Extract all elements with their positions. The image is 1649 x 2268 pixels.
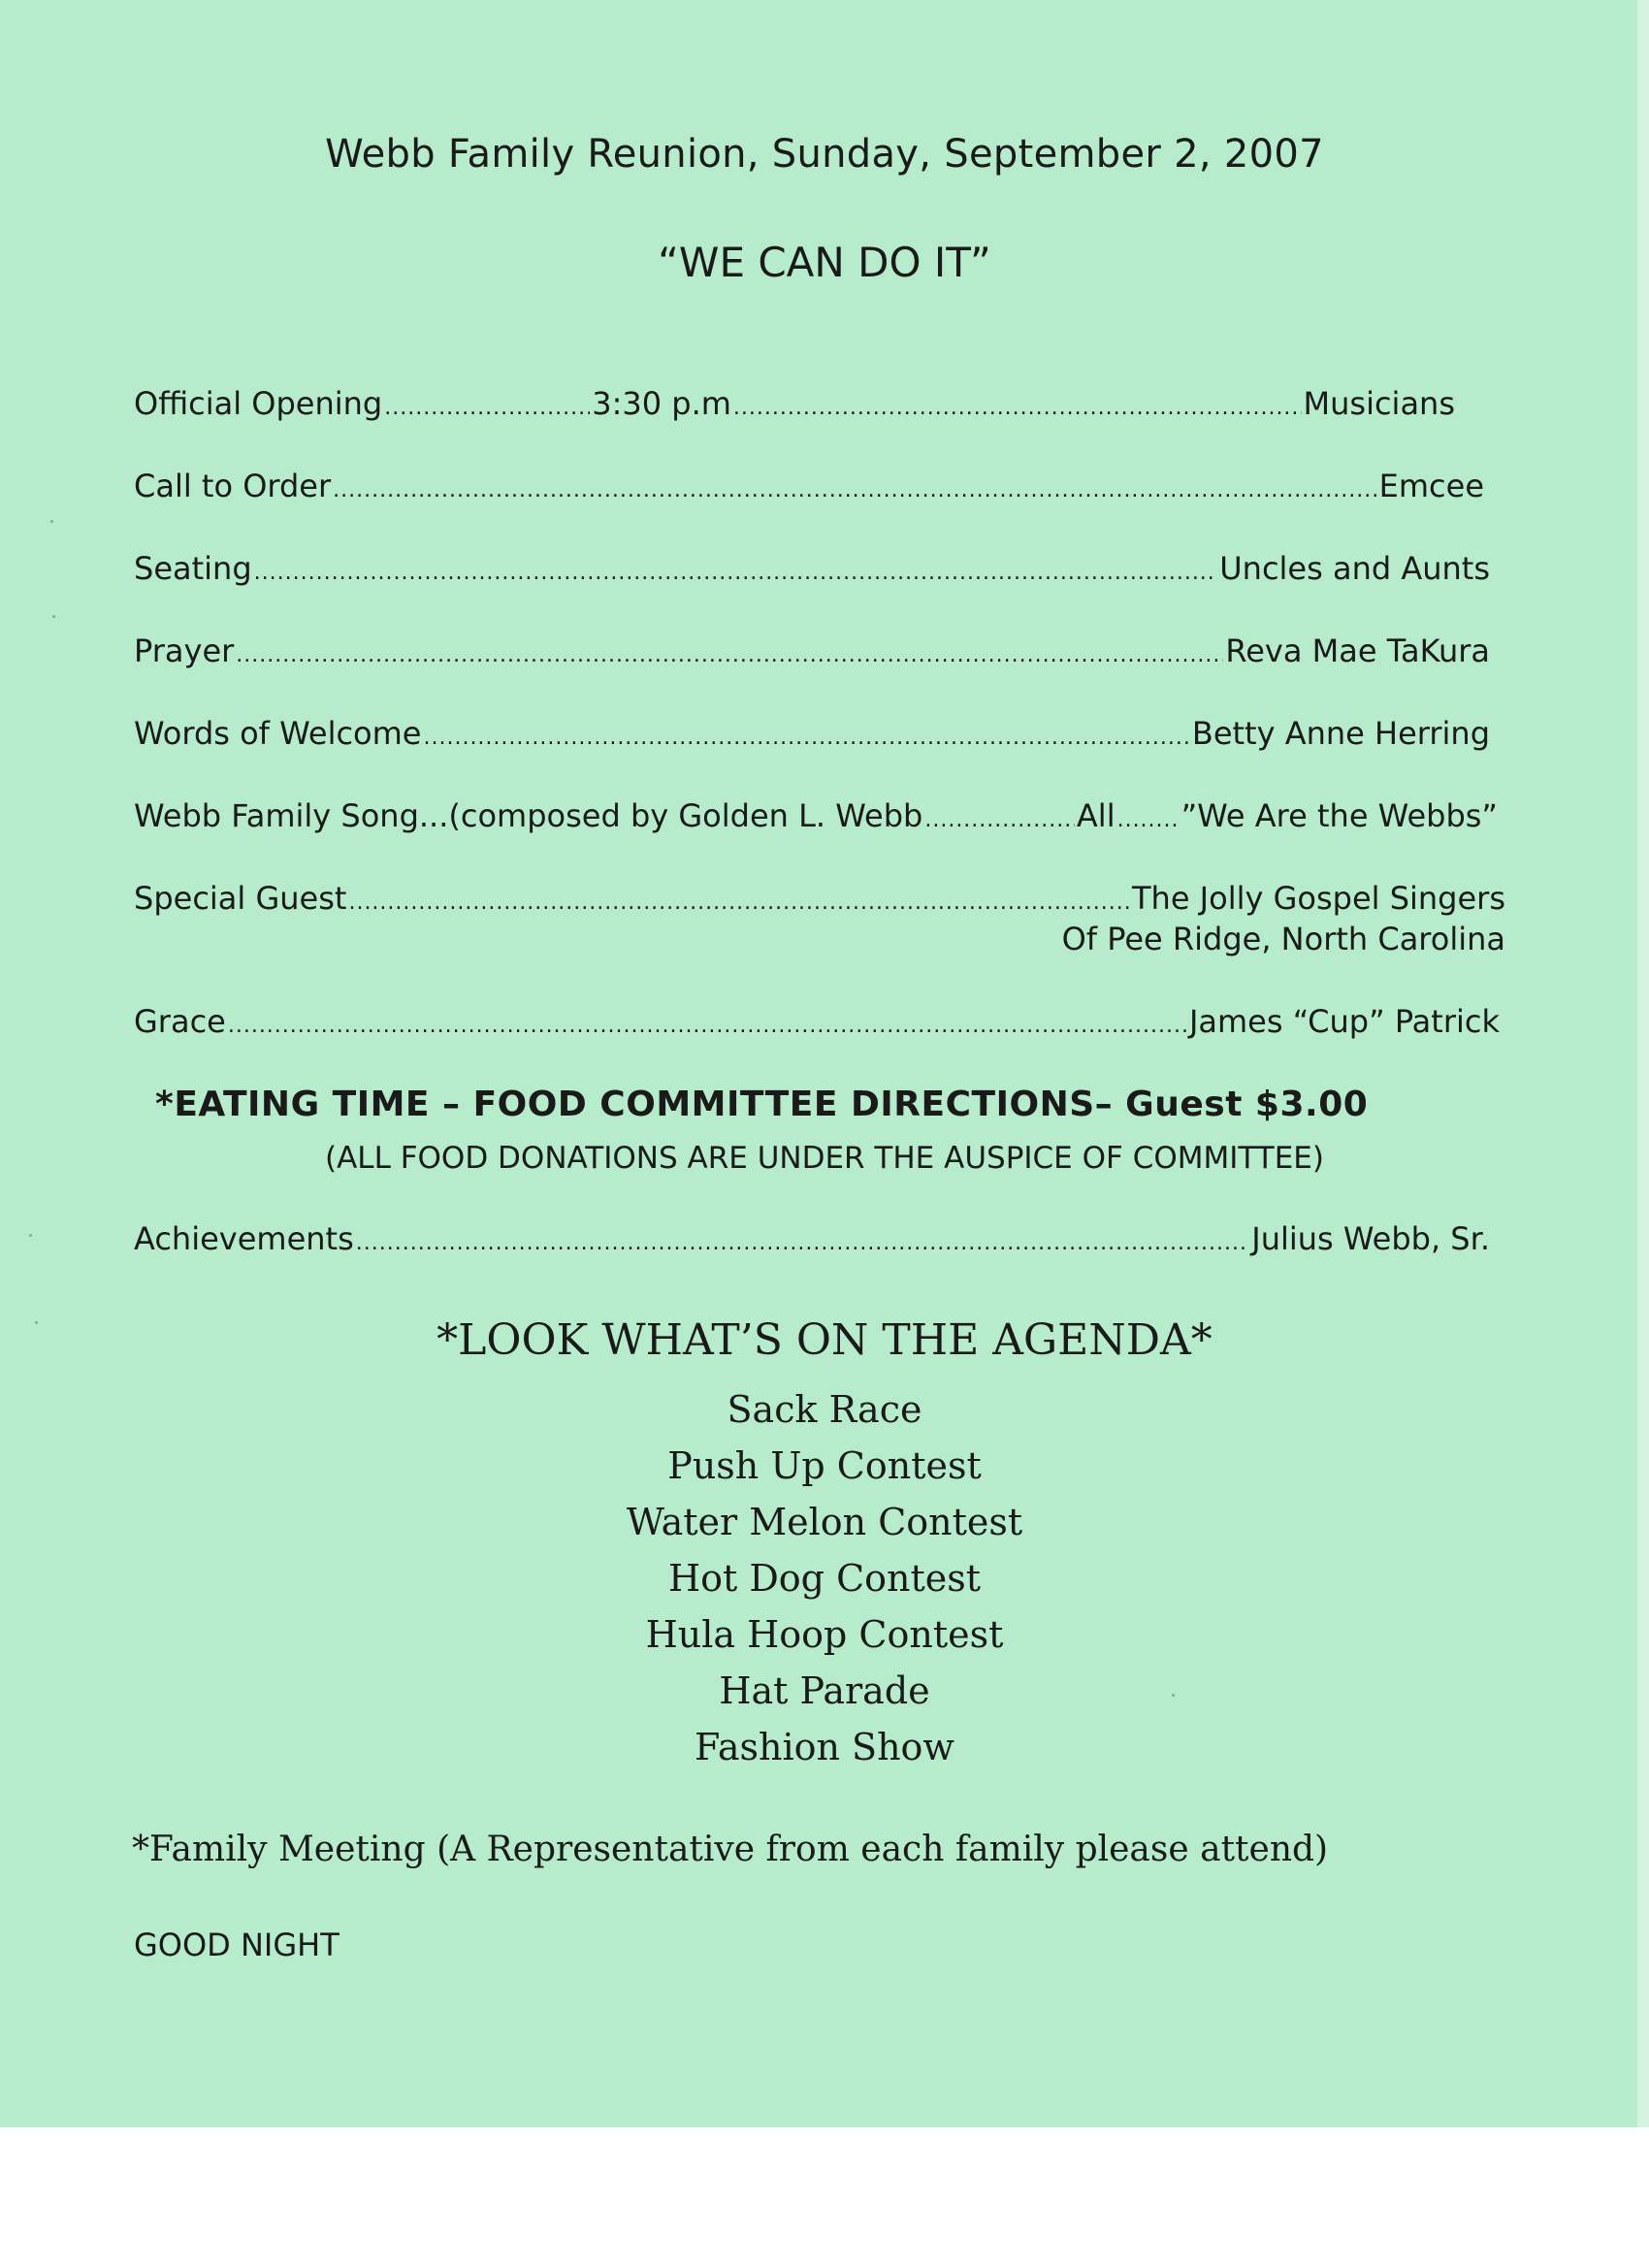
program-label: Prayer [134, 632, 235, 669]
program-value: Julius Webb, Sr. [1251, 1220, 1490, 1257]
paper-edge [1637, 0, 1649, 2127]
program-value: Musicians [1303, 385, 1455, 422]
program-row-achievements [134, 1220, 1490, 1267]
agenda-list [0, 1381, 1649, 1775]
agenda-heading: *LOOK WHAT’S ON THE AGENDA* [436, 1315, 1212, 1365]
agenda-item: Push Up Contest [667, 1444, 982, 1487]
agenda-item: Water Melon Contest [626, 1501, 1023, 1543]
program-row-welcome [134, 715, 1490, 761]
program-label: Special Guest [134, 880, 347, 917]
paper-speck [1172, 1694, 1175, 1697]
program-label: Webb Family Song...(composed by Golden L. Webb [134, 797, 923, 834]
program-row-call-to-order [134, 468, 1484, 514]
program-value: Reva Mae TaKura [1225, 632, 1490, 669]
program-row-special-guest [134, 880, 1505, 957]
closing-text: GOOD NIGHT [134, 1927, 340, 1963]
agenda-item: Hula Hoop Contest [645, 1613, 1004, 1656]
dot-leader [333, 478, 1377, 502]
dot-leader [384, 396, 590, 420]
program-label: Official Opening [134, 385, 383, 422]
dot-leader [228, 1014, 1187, 1038]
dot-leader [423, 726, 1189, 750]
dot-leader [924, 808, 1075, 832]
eating-time-heading: *EATING TIME – FOOD COMMITTEE DIRECTIONS– Guest $3.00 [155, 1085, 1369, 1124]
food-donation-note: (ALL FOOD DONATIONS ARE UNDER THE AUSPICE OF COMMITTEE) [325, 1141, 1324, 1176]
motto: “WE CAN DO IT” [658, 239, 991, 286]
paper-speck [50, 520, 53, 523]
program-value: James “Cup” Patrick [1188, 1003, 1500, 1040]
program-value: ”We Are the Webbs” [1180, 797, 1498, 834]
dot-leader [1117, 808, 1180, 832]
dot-leader [348, 891, 1130, 915]
paper-speck [52, 615, 55, 618]
program-label: Seating [134, 550, 252, 587]
program-label: Grace [134, 1003, 226, 1040]
program-performer: All [1076, 797, 1116, 834]
agenda-item: Fashion Show [695, 1726, 954, 1768]
program-row-family-song [134, 797, 1498, 844]
dot-leader [733, 396, 1302, 420]
program-value: Emcee [1378, 468, 1484, 504]
program-value: The Jolly Gospel Singers [1131, 880, 1505, 917]
program-label: Words of Welcome [134, 715, 422, 752]
dot-leader [356, 1231, 1249, 1255]
agenda-item: Hot Dog Contest [667, 1557, 982, 1600]
program-time: 3:30 p.m [592, 385, 731, 422]
page-title: Webb Family Reunion, Sunday, September 2, 2007 [325, 132, 1324, 177]
dot-leader [254, 561, 1218, 585]
paper-speck [29, 1234, 32, 1237]
dot-leader [236, 643, 1223, 667]
agenda-item: Hat Parade [719, 1669, 930, 1712]
program-row-opening [134, 385, 1455, 432]
program-label: Call to Order [134, 468, 332, 504]
program-value: Betty Anne Herring [1191, 715, 1490, 752]
paper-speck [35, 1321, 38, 1324]
family-meeting-note: *Family Meeting (A Representative from each family please attend) [132, 1830, 1329, 1869]
agenda-item: Sack Race [727, 1388, 922, 1431]
program-value: Uncles and Aunts [1219, 550, 1490, 587]
program-row-prayer [134, 632, 1490, 679]
program-row-grace [134, 1003, 1500, 1050]
program-label: Achievements [134, 1220, 354, 1257]
program-value-line2: Of Pee Ridge, North Carolina [1061, 921, 1505, 957]
program-row-seating [134, 550, 1490, 597]
